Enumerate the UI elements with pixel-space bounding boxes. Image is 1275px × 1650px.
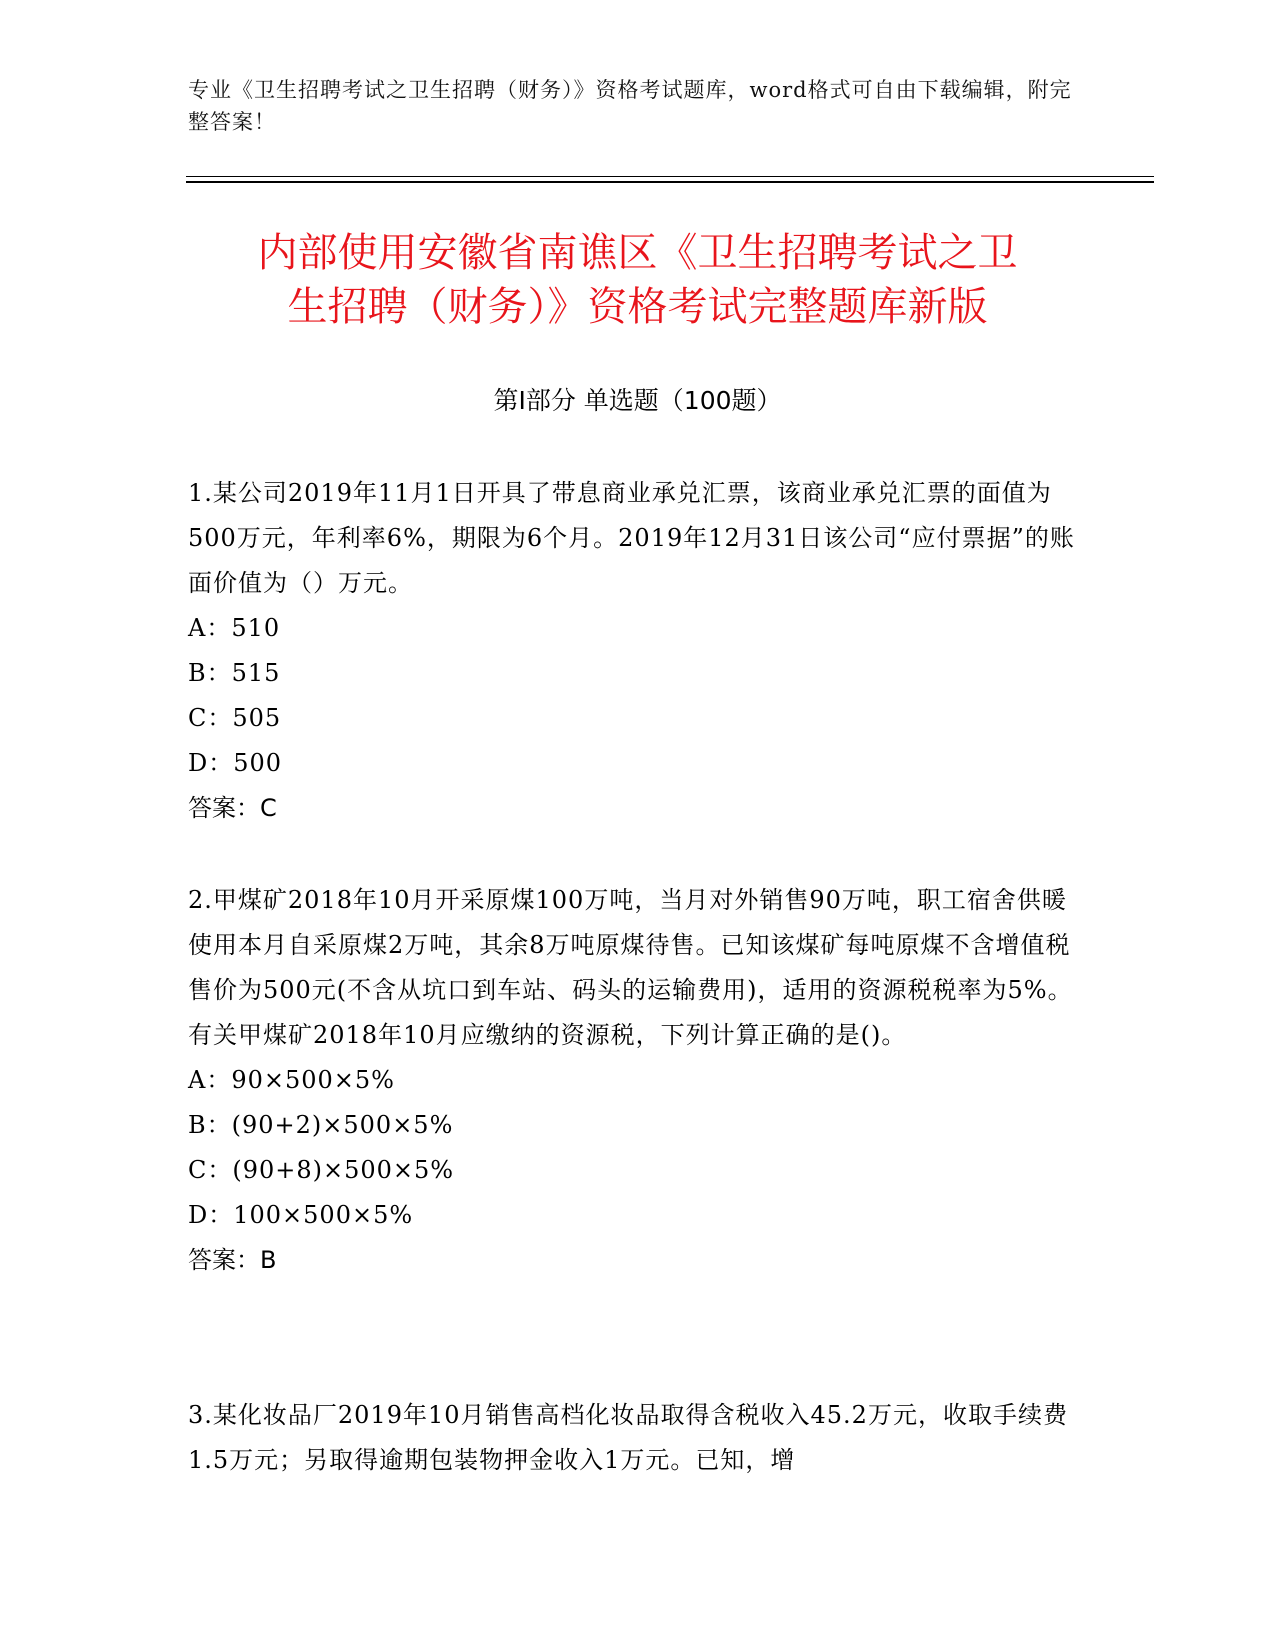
question-stem: 1.某公司2019年11月1日开具了带息商业承兑汇票，该商业承兑汇票的面值为500万元，年利率6%，期限为6个月。2019年12月31日该公司“应付票据”的账面价值为（）万元。 — [188, 479, 1075, 597]
answer: 答案：B — [188, 1246, 277, 1274]
header-divider-thin — [186, 176, 1154, 177]
option-d: D：500 — [188, 749, 283, 777]
section-heading: 第Ⅰ部分 单选题（100题） — [493, 386, 782, 415]
option-a: A：510 — [188, 614, 281, 642]
option-b: B：515 — [188, 659, 281, 687]
question-1 — [188, 471, 1083, 831]
question-stem: 3.某化妆品厂2019年10月销售高档化妆品取得含税收入45.2万元，收取手续费1.5万元；另取得逾期包装物押金收入1万元。已知，增 — [188, 1401, 1068, 1474]
option-d: D：100×500×5% — [188, 1201, 414, 1229]
option-b: B：(90+2)×500×5% — [188, 1111, 454, 1139]
document-title — [170, 226, 1105, 334]
document-title-line-1: 内部使用安徽省南谯区《卫生招聘考试之卫 — [257, 230, 1018, 276]
header-note: 专业《卫生招聘考试之卫生招聘（财务）》资格考试题库，word格式可自由下载编辑，附完整答案！ — [188, 78, 1072, 134]
question-stem: 2.甲煤矿2018年10月开采原煤100万吨，当月对外销售90万吨，职工宿舍供暖使用本月自采原煤2万吨，其余8万吨原煤待售。已知该煤矿每吨原煤不含增值税售价为500元(不含从坑口到车站、码头的运输费用)，适用的资源税税率为5%。有关甲煤矿2018年10月应缴纳的资源税，下列计算正确的是()。 — [188, 886, 1073, 1049]
question-3 — [188, 1393, 1083, 1483]
option-a: A：90×500×5% — [188, 1066, 395, 1094]
option-c: C：505 — [188, 704, 282, 732]
document-title-line-2: 生招聘（财务）》资格考试完整题库新版 — [287, 284, 988, 330]
question-2 — [188, 878, 1083, 1283]
header-divider-thick — [186, 181, 1154, 183]
answer: 答案：C — [188, 794, 277, 822]
option-c: C：(90+8)×500×5% — [188, 1156, 455, 1184]
